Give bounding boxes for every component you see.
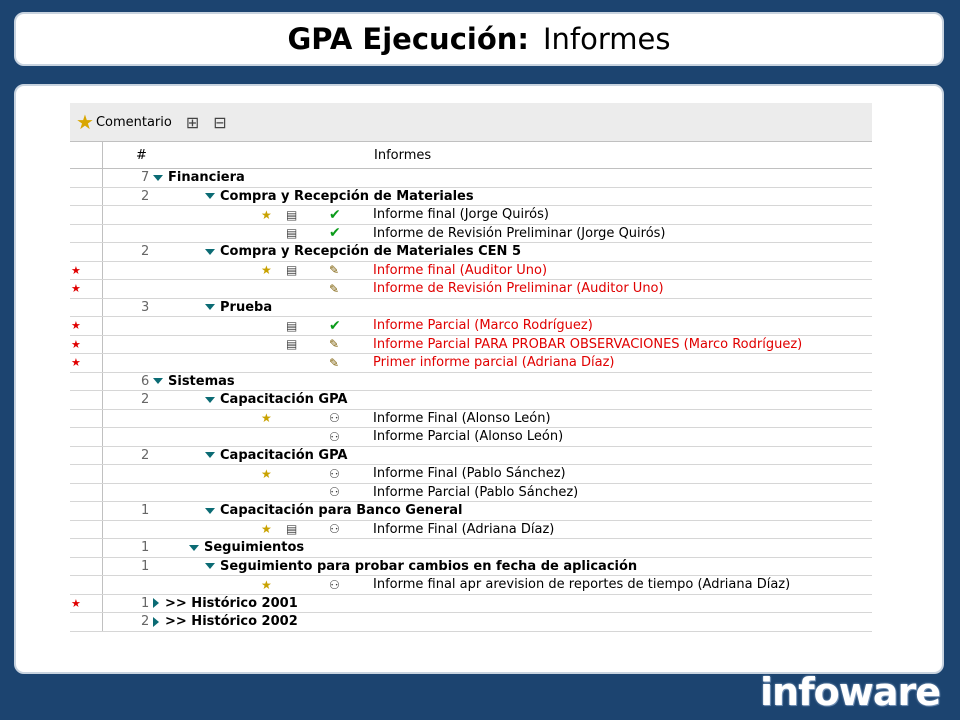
tree-group[interactable] <box>189 540 304 555</box>
alert-star-icon: ★ <box>71 282 81 296</box>
row-count: 2 <box>141 392 150 408</box>
row-count: 7 <box>141 170 150 186</box>
alert-star-icon: ★ <box>71 356 81 370</box>
header-informes: Informes <box>374 147 432 163</box>
report-row[interactable] <box>70 576 872 595</box>
collapse-arrow-icon[interactable] <box>153 378 163 384</box>
tree-group[interactable] <box>205 189 474 204</box>
report-link[interactable]: Informe de Revisión Preliminar (Auditor Uno) <box>373 281 664 297</box>
tree-group[interactable] <box>205 244 521 259</box>
page-title-bar <box>14 12 944 66</box>
edit-icon[interactable]: ✎ <box>329 355 340 370</box>
edit-icon[interactable]: ✎ <box>329 337 340 352</box>
group-label: Compra y Recepción de Materiales <box>220 188 474 204</box>
report-link[interactable]: Informe Final (Adriana Díaz) <box>373 521 555 537</box>
collapse-arrow-icon[interactable] <box>189 545 199 551</box>
row-count: 1 <box>141 558 150 574</box>
star-folder-icon: ★ <box>76 110 94 134</box>
row-count: 6 <box>141 373 150 389</box>
collapsed-group[interactable] <box>153 614 298 629</box>
view-binoculars-icon[interactable]: ⚇ <box>329 411 340 426</box>
report-link[interactable]: Informe Parcial PARA PROBAR OBSERVACIONES (Marco Rodríguez) <box>373 336 803 352</box>
report-row[interactable] <box>70 484 872 503</box>
document-icon[interactable]: ▤ <box>286 337 298 352</box>
group-row[interactable] <box>70 502 872 521</box>
collapse-all-icon[interactable]: ⊟ <box>213 112 227 132</box>
document-icon[interactable]: ▤ <box>286 318 298 333</box>
group-label: Capacitación para Banco General <box>220 503 463 519</box>
group-row[interactable] <box>70 243 872 262</box>
approved-check-icon[interactable]: ✔ <box>329 225 341 242</box>
group-row[interactable] <box>70 169 872 188</box>
group-row[interactable] <box>70 299 872 318</box>
report-row[interactable] <box>70 280 872 299</box>
report-link[interactable]: Informe Final (Alonso León) <box>373 410 551 426</box>
infoware-logo: infoware <box>760 670 940 714</box>
header-num: # <box>136 147 147 163</box>
row-count: 2 <box>141 188 150 204</box>
group-row[interactable] <box>70 373 872 392</box>
expand-arrow-icon[interactable] <box>153 598 159 608</box>
document-icon[interactable]: ▤ <box>286 522 298 537</box>
collapse-arrow-icon[interactable] <box>205 397 215 403</box>
tree-group[interactable] <box>153 374 235 389</box>
row-count: 1 <box>141 595 150 611</box>
row-count: 2 <box>141 614 150 630</box>
expand-arrow-icon[interactable] <box>153 617 159 627</box>
collapse-arrow-icon[interactable] <box>205 452 215 458</box>
report-link[interactable]: Informe final apr arevision de reportes de tiempo (Adriana Díaz) <box>373 577 791 593</box>
alert-star-icon: ★ <box>71 319 81 333</box>
alert-star-icon: ★ <box>71 596 81 610</box>
report-link[interactable]: Primer informe parcial (Adriana Díaz) <box>373 355 615 371</box>
group-label: Seguimientos <box>204 540 305 556</box>
approved-check-icon[interactable]: ✔ <box>329 317 341 334</box>
group-row[interactable] <box>70 558 872 577</box>
group-label: Sistemas <box>168 373 235 389</box>
report-row[interactable] <box>70 465 872 484</box>
favorite-star-icon[interactable]: ★ <box>261 207 272 222</box>
report-row[interactable] <box>70 206 872 225</box>
collapse-arrow-icon[interactable] <box>205 304 215 310</box>
group-label: >> Histórico 2001 <box>165 595 298 611</box>
report-link[interactable]: Informe de Revisión Preliminar (Jorge Quirós) <box>373 225 666 241</box>
comentario-button[interactable] <box>76 110 172 134</box>
grid-header <box>70 141 872 169</box>
toolbar <box>70 103 872 141</box>
favorite-star-icon[interactable]: ★ <box>261 263 272 278</box>
report-row[interactable] <box>70 225 872 244</box>
tree-group[interactable] <box>205 392 347 407</box>
group-row[interactable] <box>70 613 872 632</box>
group-row[interactable] <box>70 539 872 558</box>
group-row[interactable] <box>70 391 872 410</box>
collapse-arrow-icon[interactable] <box>205 193 215 199</box>
report-link[interactable]: Informe Parcial (Alonso León) <box>373 429 564 445</box>
row-count: 3 <box>141 299 150 315</box>
report-row[interactable] <box>70 521 872 540</box>
view-binoculars-icon[interactable]: ⚇ <box>329 577 340 592</box>
row-count: 1 <box>141 540 150 556</box>
group-row[interactable] <box>70 595 872 614</box>
tree-group[interactable] <box>205 503 463 518</box>
report-row[interactable] <box>70 317 872 336</box>
edit-icon[interactable]: ✎ <box>329 281 340 296</box>
report-link[interactable]: Informe final (Auditor Uno) <box>373 262 548 278</box>
view-binoculars-icon[interactable]: ⚇ <box>329 429 340 444</box>
view-binoculars-icon[interactable]: ⚇ <box>329 466 340 481</box>
document-icon[interactable]: ▤ <box>286 263 298 278</box>
favorite-star-icon[interactable]: ★ <box>261 411 272 426</box>
group-label: >> Histórico 2002 <box>165 614 298 630</box>
document-icon[interactable]: ▤ <box>286 207 298 222</box>
report-row[interactable] <box>70 354 872 373</box>
favorite-star-icon[interactable]: ★ <box>261 577 272 592</box>
collapsed-group[interactable] <box>153 596 298 611</box>
group-label: Capacitación GPA <box>220 392 348 408</box>
collapse-arrow-icon[interactable] <box>205 249 215 255</box>
tree-group[interactable] <box>205 559 637 574</box>
collapse-arrow-icon[interactable] <box>205 508 215 514</box>
row-count: 2 <box>141 447 150 463</box>
edit-icon[interactable]: ✎ <box>329 263 340 278</box>
group-label: Compra y Recepción de Materiales CEN 5 <box>220 244 521 260</box>
row-count: 2 <box>141 244 150 260</box>
report-link[interactable]: Informe final (Jorge Quirós) <box>373 207 549 223</box>
view-binoculars-icon[interactable]: ⚇ <box>329 522 340 537</box>
report-link[interactable]: Informe Final (Pablo Sánchez) <box>373 466 566 482</box>
document-icon[interactable]: ▤ <box>286 226 298 241</box>
expand-all-icon[interactable]: ⊞ <box>185 112 200 132</box>
approved-check-icon[interactable]: ✔ <box>329 206 341 223</box>
group-label: Capacitación GPA <box>220 447 348 463</box>
reports-grid <box>70 141 872 632</box>
row-count: 1 <box>141 503 150 519</box>
favorite-star-icon[interactable]: ★ <box>261 466 272 481</box>
collapse-arrow-icon[interactable] <box>153 175 163 181</box>
report-row[interactable] <box>70 262 872 281</box>
view-binoculars-icon[interactable]: ⚇ <box>329 485 340 500</box>
tree-group[interactable] <box>205 448 347 463</box>
report-row[interactable] <box>70 428 872 447</box>
tree-group[interactable] <box>205 300 272 315</box>
group-label: Financiera <box>168 170 245 186</box>
report-link[interactable]: Informe Parcial (Marco Rodríguez) <box>373 318 593 334</box>
comentario-label: Comentario <box>95 114 172 130</box>
report-row[interactable] <box>70 336 872 355</box>
group-row[interactable] <box>70 188 872 207</box>
alert-star-icon: ★ <box>71 263 81 277</box>
title-app: GPA Ejecución: <box>287 22 529 56</box>
group-label: Prueba <box>220 299 273 315</box>
report-row[interactable] <box>70 410 872 429</box>
alert-star-icon: ★ <box>71 337 81 351</box>
favorite-star-icon[interactable]: ★ <box>261 522 272 537</box>
grid-rows <box>70 169 872 632</box>
collapse-arrow-icon[interactable] <box>205 563 215 569</box>
group-row[interactable] <box>70 447 872 466</box>
report-link[interactable]: Informe Parcial (Pablo Sánchez) <box>373 484 579 500</box>
tree-group[interactable] <box>153 170 245 185</box>
group-label: Seguimiento para probar cambios en fecha de aplicación <box>220 558 638 574</box>
title-section: Informes <box>543 22 671 56</box>
